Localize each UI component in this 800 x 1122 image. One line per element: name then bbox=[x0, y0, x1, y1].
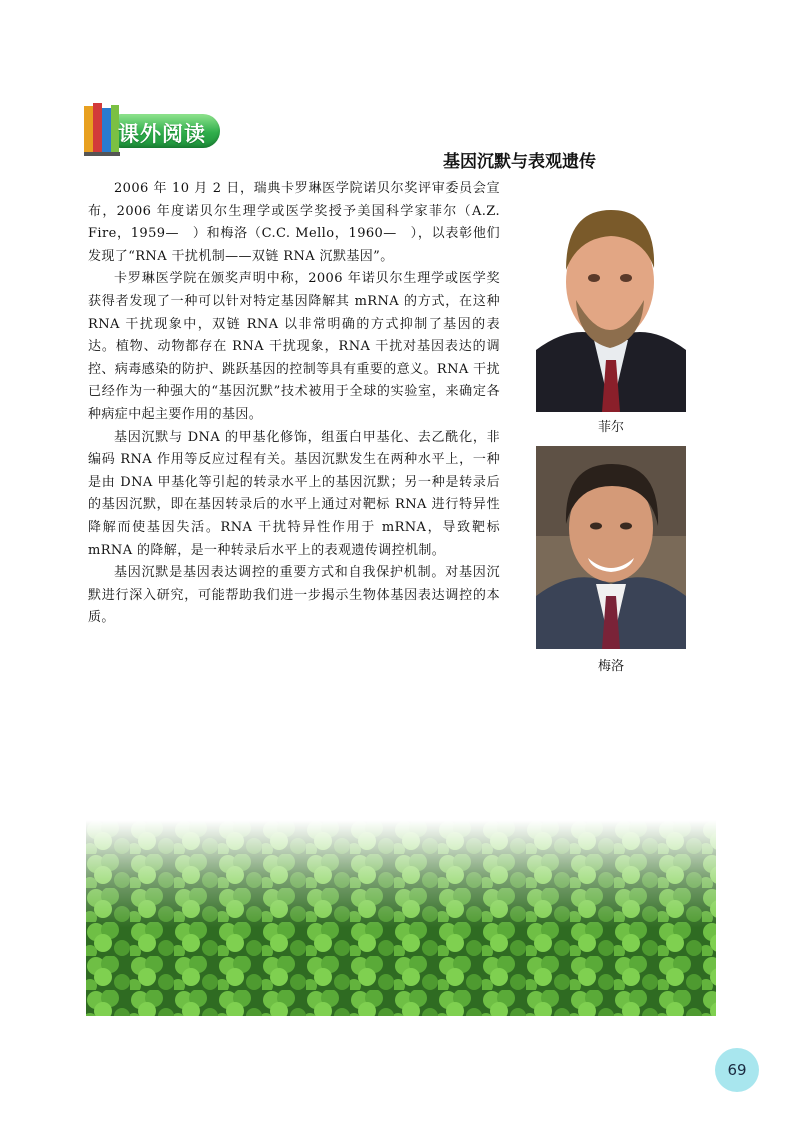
photo-fire bbox=[536, 190, 686, 412]
badge-label: 课外阅读 bbox=[118, 122, 206, 146]
photo-caption: 菲尔 bbox=[597, 420, 624, 435]
article-body bbox=[88, 178, 500, 630]
books-icon bbox=[82, 100, 122, 160]
article-title: 基因沉默与表观遗传 bbox=[443, 152, 596, 172]
paragraph: 基因沉默是基因表达调控的重要方式和自我保护机制。对基因沉默进行深入研究，可能帮助我们进一步揭示生物体基因表达调控的本质。 bbox=[88, 565, 500, 626]
clover-banner-image bbox=[86, 820, 716, 1016]
paragraph: 基因沉默与 DNA 的甲基化修饰，组蛋白甲基化、去乙酰化，非编码 RNA 作用等反应过程有关。基因沉默发生在两种水平上，一种是由 DNA 甲基化等引起的转录水平上的基因沉默；另一种是转录后的基因沉默，即在基因转录后的水平上通过对靶标 RNA 进行特异性降解而使基因失活。RNA 干扰特异性作用于 mRNA，导致靶标 mRNA 的降解，是一种转录后水平上的表观遗传调控机制。 bbox=[88, 429, 500, 558]
paragraph: 卡罗琳医学院在颁奖声明中称，2006 年诺贝尔生理学或医学奖获得者发现了一种可以针对特定基因降解其 mRNA 的方式，在这种 RNA 干扰现象中，双链 RNA 以非常明确的方式抑制了基因的表达。植物、动物都存在 RNA 干扰现象，RNA 干扰对基因表达的调控、病毒感染的防护、跳跃基因的控制等具有重要的意义。RNA 干扰已经作为一种强大的“基因沉默”技术被用于全球的实验室，来确定各种病症中起主要作用的基因。 bbox=[88, 271, 500, 422]
photo-caption: 梅洛 bbox=[597, 659, 624, 674]
photo-mello bbox=[536, 446, 686, 649]
paragraph: 2006 年 10 月 2 日，瑞典卡罗琳医学院诺贝尔奖评审委员会宣布，2006 年度诺贝尔生理学或医学奖授予美国科学家菲尔（A.Z. Fire，1959— ）和梅洛（C.C. Mello，1960— ），以表彰他们发现了“RNA 干扰机制——双链 RNA 沉默基因”。 bbox=[88, 181, 500, 264]
section-badge bbox=[82, 100, 222, 160]
page-number: 69 bbox=[715, 1048, 759, 1092]
